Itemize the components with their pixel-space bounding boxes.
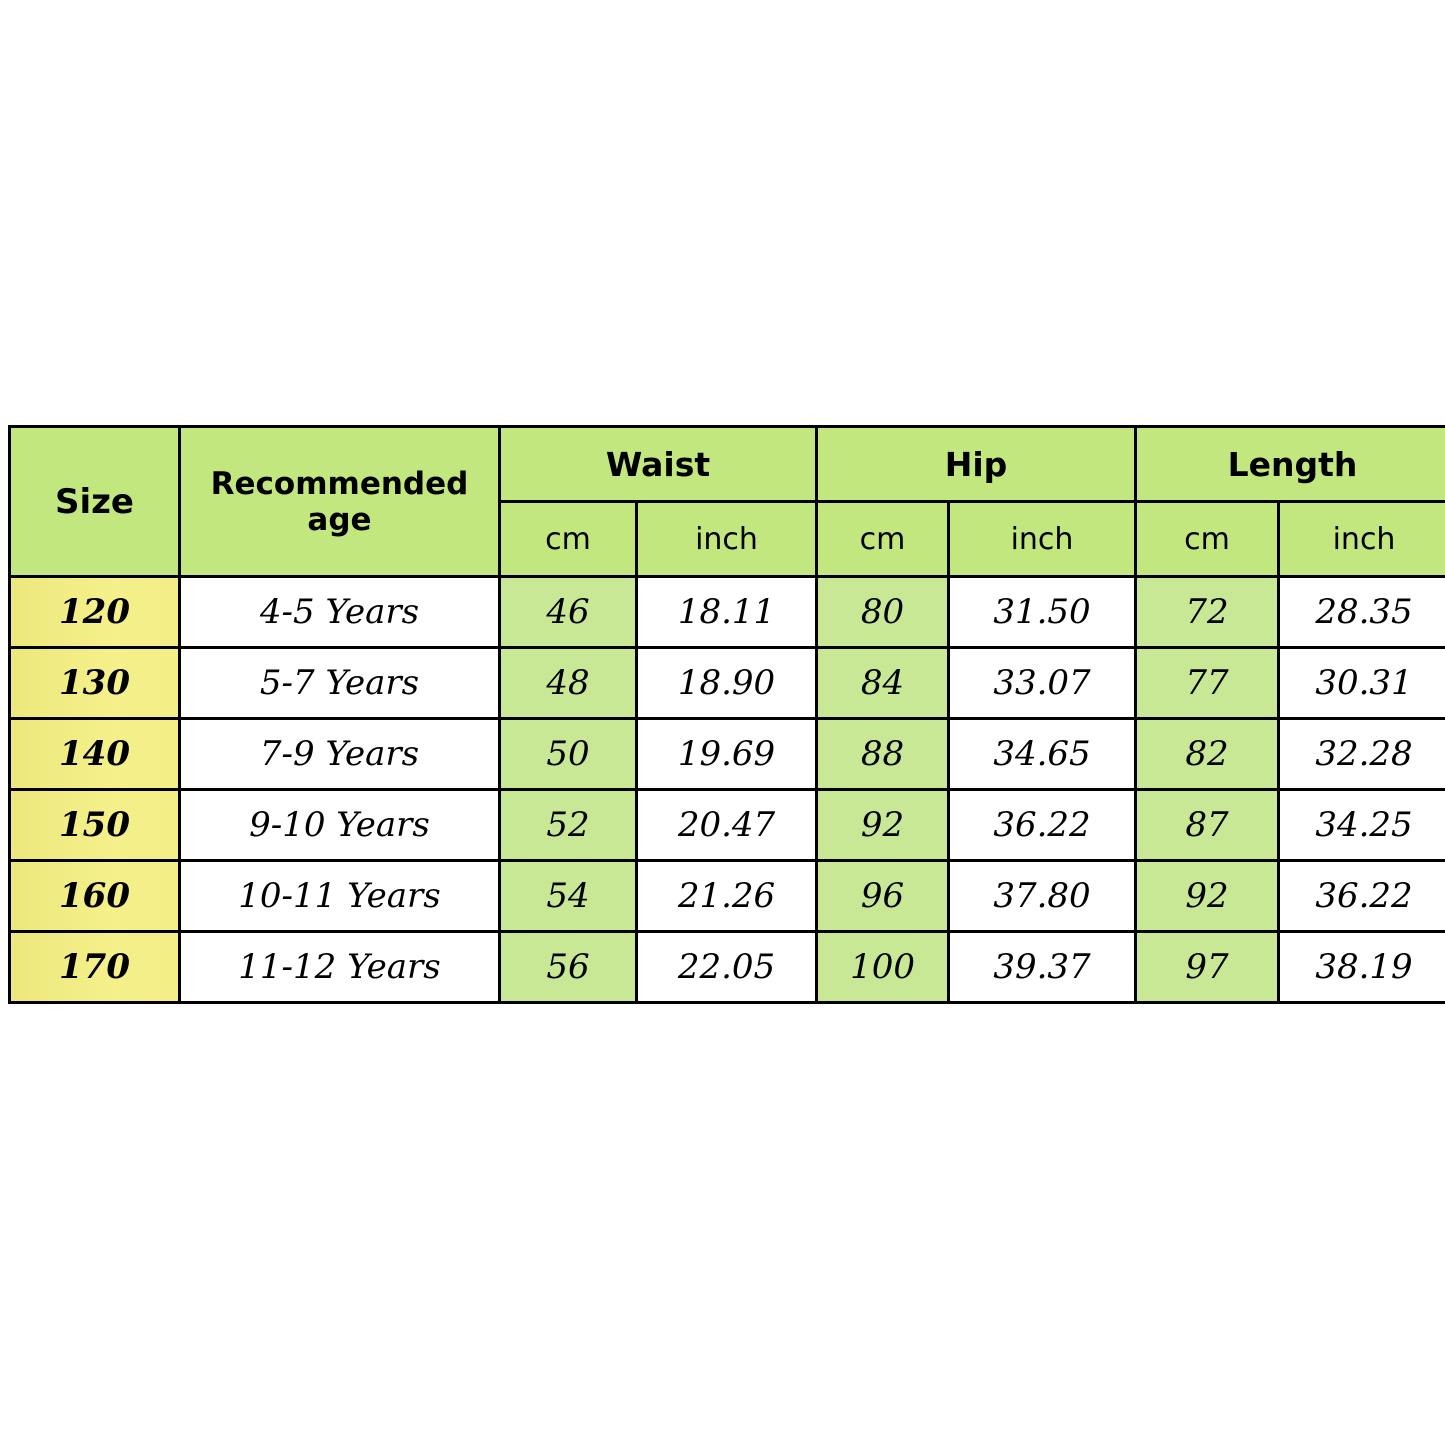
header-length-inch: inch [1279, 502, 1445, 577]
cell-age: 7-9 Years [180, 719, 500, 790]
cell-waist-cm: 46 [500, 577, 637, 648]
cell-length-inch: 34.25 [1279, 790, 1445, 861]
cell-waist-inch: 21.26 [637, 861, 817, 932]
cell-waist-cm: 56 [500, 932, 637, 1003]
cell-hip-inch: 39.37 [949, 932, 1136, 1003]
table-row [10, 932, 1445, 1003]
header-size: Size [10, 427, 180, 577]
cell-length-inch: 28.35 [1279, 577, 1445, 648]
cell-hip-inch: 37.80 [949, 861, 1136, 932]
header-waist-inch: inch [637, 502, 817, 577]
cell-hip-cm: 80 [817, 577, 949, 648]
cell-waist-inch: 20.47 [637, 790, 817, 861]
header-length-cm: cm [1136, 502, 1279, 577]
cell-waist-cm: 54 [500, 861, 637, 932]
header-recommended-age: Recommended age [180, 427, 500, 577]
cell-size: 170 [10, 932, 180, 1003]
cell-length-cm: 77 [1136, 648, 1279, 719]
size-chart-table [8, 425, 1445, 1004]
table-row [10, 719, 1445, 790]
cell-hip-cm: 92 [817, 790, 949, 861]
cell-waist-cm: 50 [500, 719, 637, 790]
cell-size: 140 [10, 719, 180, 790]
cell-age: 11-12 Years [180, 932, 500, 1003]
cell-length-cm: 92 [1136, 861, 1279, 932]
cell-length-inch: 32.28 [1279, 719, 1445, 790]
cell-waist-cm: 52 [500, 790, 637, 861]
cell-hip-inch: 33.07 [949, 648, 1136, 719]
table-row [10, 577, 1445, 648]
cell-length-inch: 30.31 [1279, 648, 1445, 719]
cell-age: 4-5 Years [180, 577, 500, 648]
header-hip-inch: inch [949, 502, 1136, 577]
cell-age: 9-10 Years [180, 790, 500, 861]
cell-age: 10-11 Years [180, 861, 500, 932]
cell-size: 160 [10, 861, 180, 932]
header-group-length: Length [1136, 427, 1445, 502]
header-waist-cm: cm [500, 502, 637, 577]
cell-length-inch: 38.19 [1279, 932, 1445, 1003]
cell-size: 130 [10, 648, 180, 719]
cell-hip-inch: 36.22 [949, 790, 1136, 861]
table-row [10, 648, 1445, 719]
cell-size: 120 [10, 577, 180, 648]
header-group-waist: Waist [500, 427, 817, 502]
cell-hip-cm: 84 [817, 648, 949, 719]
cell-hip-inch: 31.50 [949, 577, 1136, 648]
cell-waist-inch: 19.69 [637, 719, 817, 790]
cell-waist-inch: 18.11 [637, 577, 817, 648]
table-body [10, 577, 1445, 1003]
cell-waist-inch: 22.05 [637, 932, 817, 1003]
size-chart-container [8, 425, 1438, 1004]
cell-waist-cm: 48 [500, 648, 637, 719]
cell-age: 5-7 Years [180, 648, 500, 719]
cell-length-cm: 82 [1136, 719, 1279, 790]
cell-length-cm: 72 [1136, 577, 1279, 648]
header-row-groups [10, 427, 1445, 502]
cell-length-inch: 36.22 [1279, 861, 1445, 932]
cell-hip-cm: 100 [817, 932, 949, 1003]
cell-size: 150 [10, 790, 180, 861]
table-header [10, 427, 1445, 577]
cell-hip-inch: 34.65 [949, 719, 1136, 790]
table-row [10, 861, 1445, 932]
cell-waist-inch: 18.90 [637, 648, 817, 719]
cell-length-cm: 87 [1136, 790, 1279, 861]
cell-hip-cm: 88 [817, 719, 949, 790]
table-row [10, 790, 1445, 861]
cell-length-cm: 97 [1136, 932, 1279, 1003]
header-group-hip: Hip [817, 427, 1136, 502]
cell-hip-cm: 96 [817, 861, 949, 932]
header-hip-cm: cm [817, 502, 949, 577]
